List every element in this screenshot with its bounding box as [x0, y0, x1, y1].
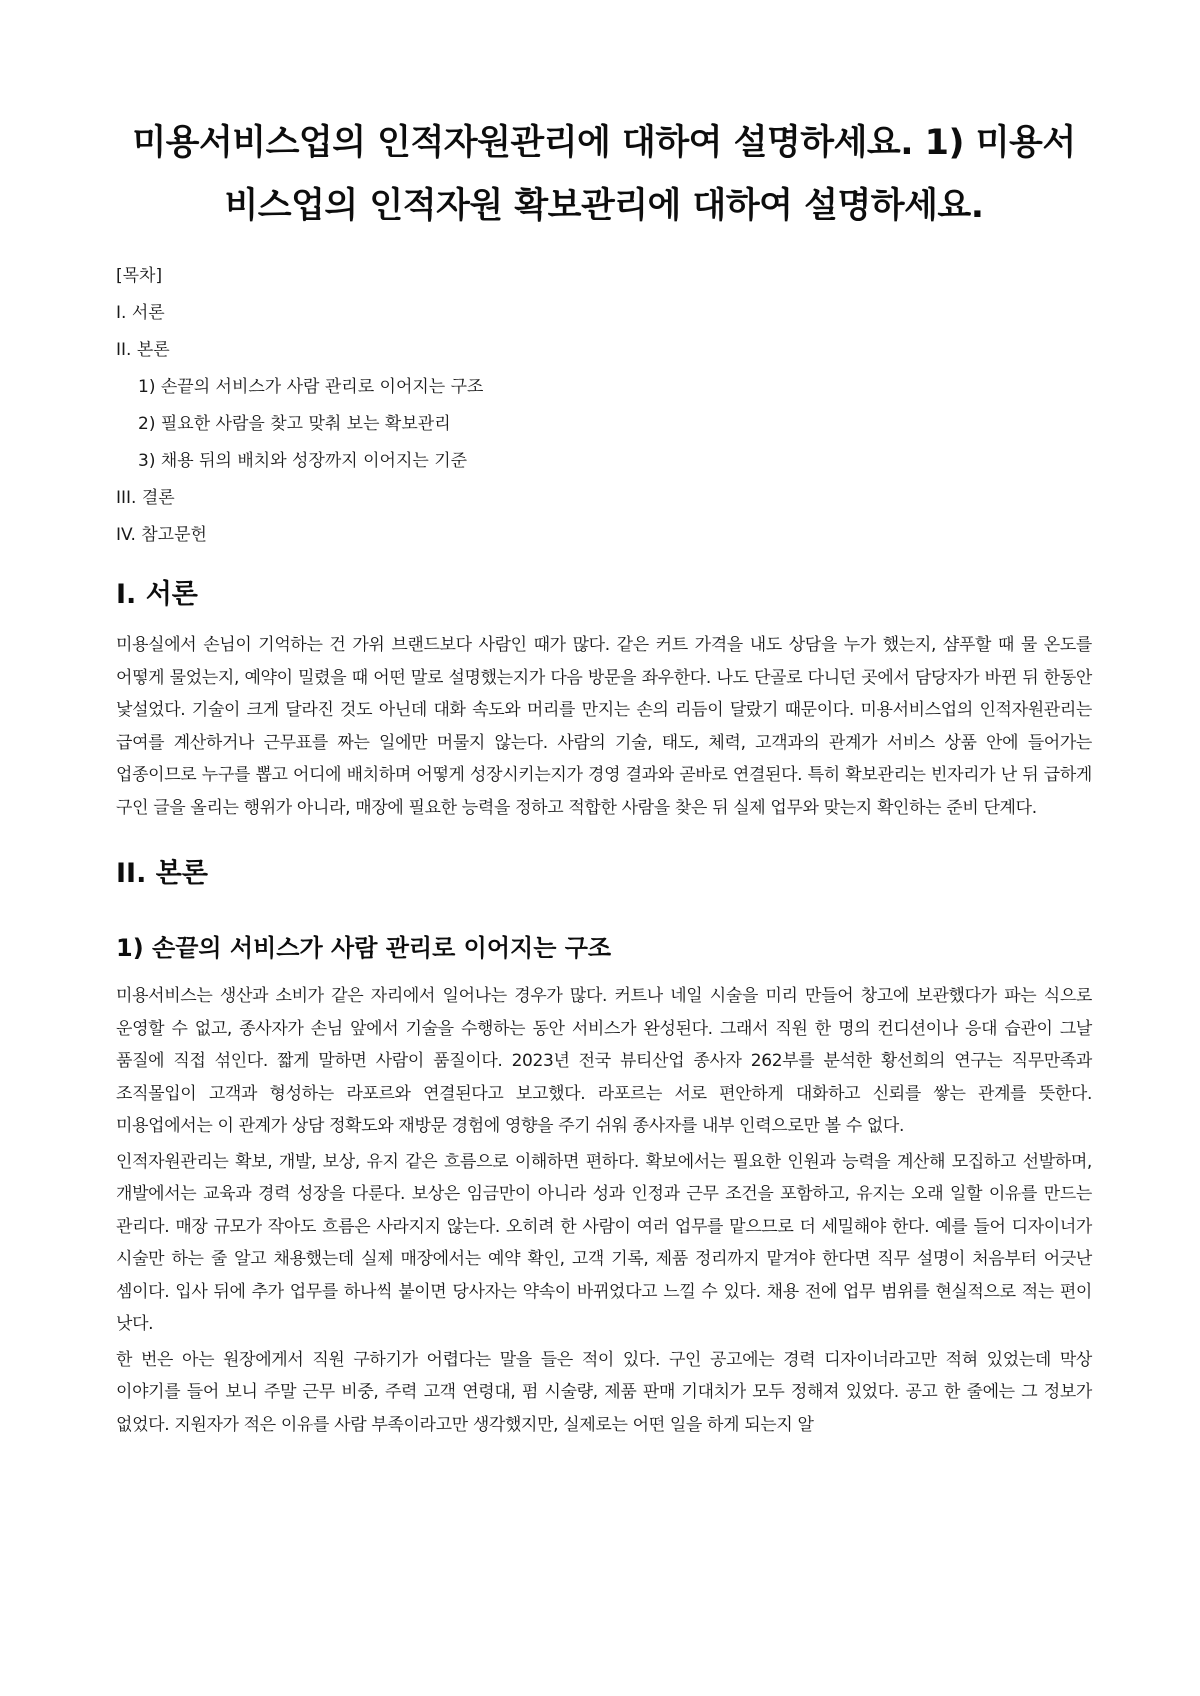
body-section-1-paragraph-2: 인적자원관리는 확보, 개발, 보상, 유지 같은 흐름으로 이해하면 편하다. 확보에서는 필요한 인원과 능력을 계산해 모집하고 선발하며, 개발에서는 교육과 경력 성장을 다룬다. 보상은 임금만이 아니라 성과 인정과 근무 조건을 포함하고, 유지는 오래 일할 이유를 만드는 관리다. 매장 규모가 작아도 흐름은 사라지지 않는다. 오히려 한 사람이 여러 업무를 맡으므로 더 세밀해야 한다. 예를 들어 디자이너가 시술만 하는 줄 알고 채용했는데 실제 매장에서는 예약 확인, 고객 기록, 제품 정리까지 맡겨야 한다면 직무 설명이 처음부터 어긋난 셈이다. 입사 뒤에 추가 업무를 하나씩 붙이면 당사자는 약속이 바뀌었다고 느낄 수 있다. 채용 전에 업무 범위를 현실적으로 적는 편이 낫다.: [116, 1151, 1092, 1334]
body-section-1-paragraph-3: 한 번은 아는 원장에게서 직원 구하기가 어렵다는 말을 들은 적이 있다. 구인 공고에는 경력 디자이너라고만 적혀 있었는데 막상 이야기를 들어 보니 주말 근무 비중, 주력 고객 연령대, 펌 시술량, 제품 판매 기대치가 모두 정해져 있었다. 공고 한 줄에는 그 정보가 없었다. 지원자가 적은 이유를 사람 부족이라고만 생각했지만, 실제로는 어떤 일을 하게 되는지 알: [116, 1349, 1092, 1435]
toc-item-body-3: 3) 채용 뒤의 배치와 성장까지 이어지는 기준: [138, 451, 468, 471]
toc-item-body-2: 2) 필요한 사람을 찾고 맞춰 보는 확보관리: [138, 414, 451, 434]
document-title: 미용서비스업의 인적자원관리에 대하여 설명하세요. 1) 미용서비스업의 인적자원 확보관리에 대하여 설명하세요.: [132, 123, 1076, 226]
body-heading: II. 본론: [116, 858, 208, 889]
body-section-1-heading: 1) 손끝의 서비스가 사람 관리로 이어지는 구조: [116, 934, 612, 962]
toc-item-conclusion: III. 결론: [116, 488, 175, 508]
body-section-1-paragraph-1: 미용서비스는 생산과 소비가 같은 자리에서 일어나는 경우가 많다. 커트나 네일 시술을 미리 만들어 창고에 보관했다가 파는 식으로 운영할 수 없고, 종사자가 손님 앞에서 기술을 수행하는 동안 서비스가 완성된다. 그래서 직원 한 명의 컨디션이나 응대 습관이 그날 품질에 직접 섞인다. 짧게 말하면 사람이 품질이다. 2023년 전국 뷰티산업 종사자 262부를 분석한 황선희의 연구는 직무만족과 조직몰입이 고객과 형성하는 라포르와 연결된다고 보고했다. 라포르는 서로 편안하게 대화하고 신뢰를 쌓는 관계를 뜻한다. 미용업에서는 이 관계가 상담 정확도와 재방문 경험에 영향을 주기 쉬워 종사자를 내부 인력으로만 볼 수 없다.: [116, 986, 1092, 1136]
table-of-contents: [116, 264, 1092, 547]
toc-item-intro: I. 서론: [116, 303, 165, 323]
intro-heading: I. 서론: [116, 579, 198, 610]
toc-item-references: IV. 참고문헌: [116, 525, 207, 545]
toc-header: [목차]: [116, 266, 163, 286]
document-page: [116, 112, 1092, 1441]
toc-item-body: II. 본론: [116, 340, 170, 360]
intro-paragraph: 미용실에서 손님이 기억하는 건 가위 브랜드보다 사람인 때가 많다. 같은 커트 가격을 내도 상담을 누가 했는지, 샴푸할 때 물 온도를 어떻게 물었는지, 예약이 밀렸을 때 어떤 말로 설명했는지가 다음 방문을 좌우한다. 나도 단골로 다니던 곳에서 담당자가 바뀐 뒤 한동안 낯설었다. 기술이 크게 달라진 것도 아닌데 대화 속도와 머리를 만지는 손의 리듬이 달랐기 때문이다. 미용서비스업의 인적자원관리는 급여를 계산하거나 근무표를 짜는 일에만 머물지 않는다. 사람의 기술, 태도, 체력, 고객과의 관계가 서비스 상품 안에 들어가는 업종이므로 누구를 뽑고 어디에 배치하며 어떻게 성장시키는지가 경영 결과와 곧바로 연결된다. 특히 확보관리는 빈자리가 난 뒤 급하게 구인 글을 올리는 행위가 아니라, 매장에 필요한 능력을 정하고 적합한 사람을 찾은 뒤 실제 업무와 맞는지 확인하는 준비 단계다.: [116, 635, 1092, 818]
toc-item-body-1: 1) 손끝의 서비스가 사람 관리로 이어지는 구조: [138, 377, 484, 397]
